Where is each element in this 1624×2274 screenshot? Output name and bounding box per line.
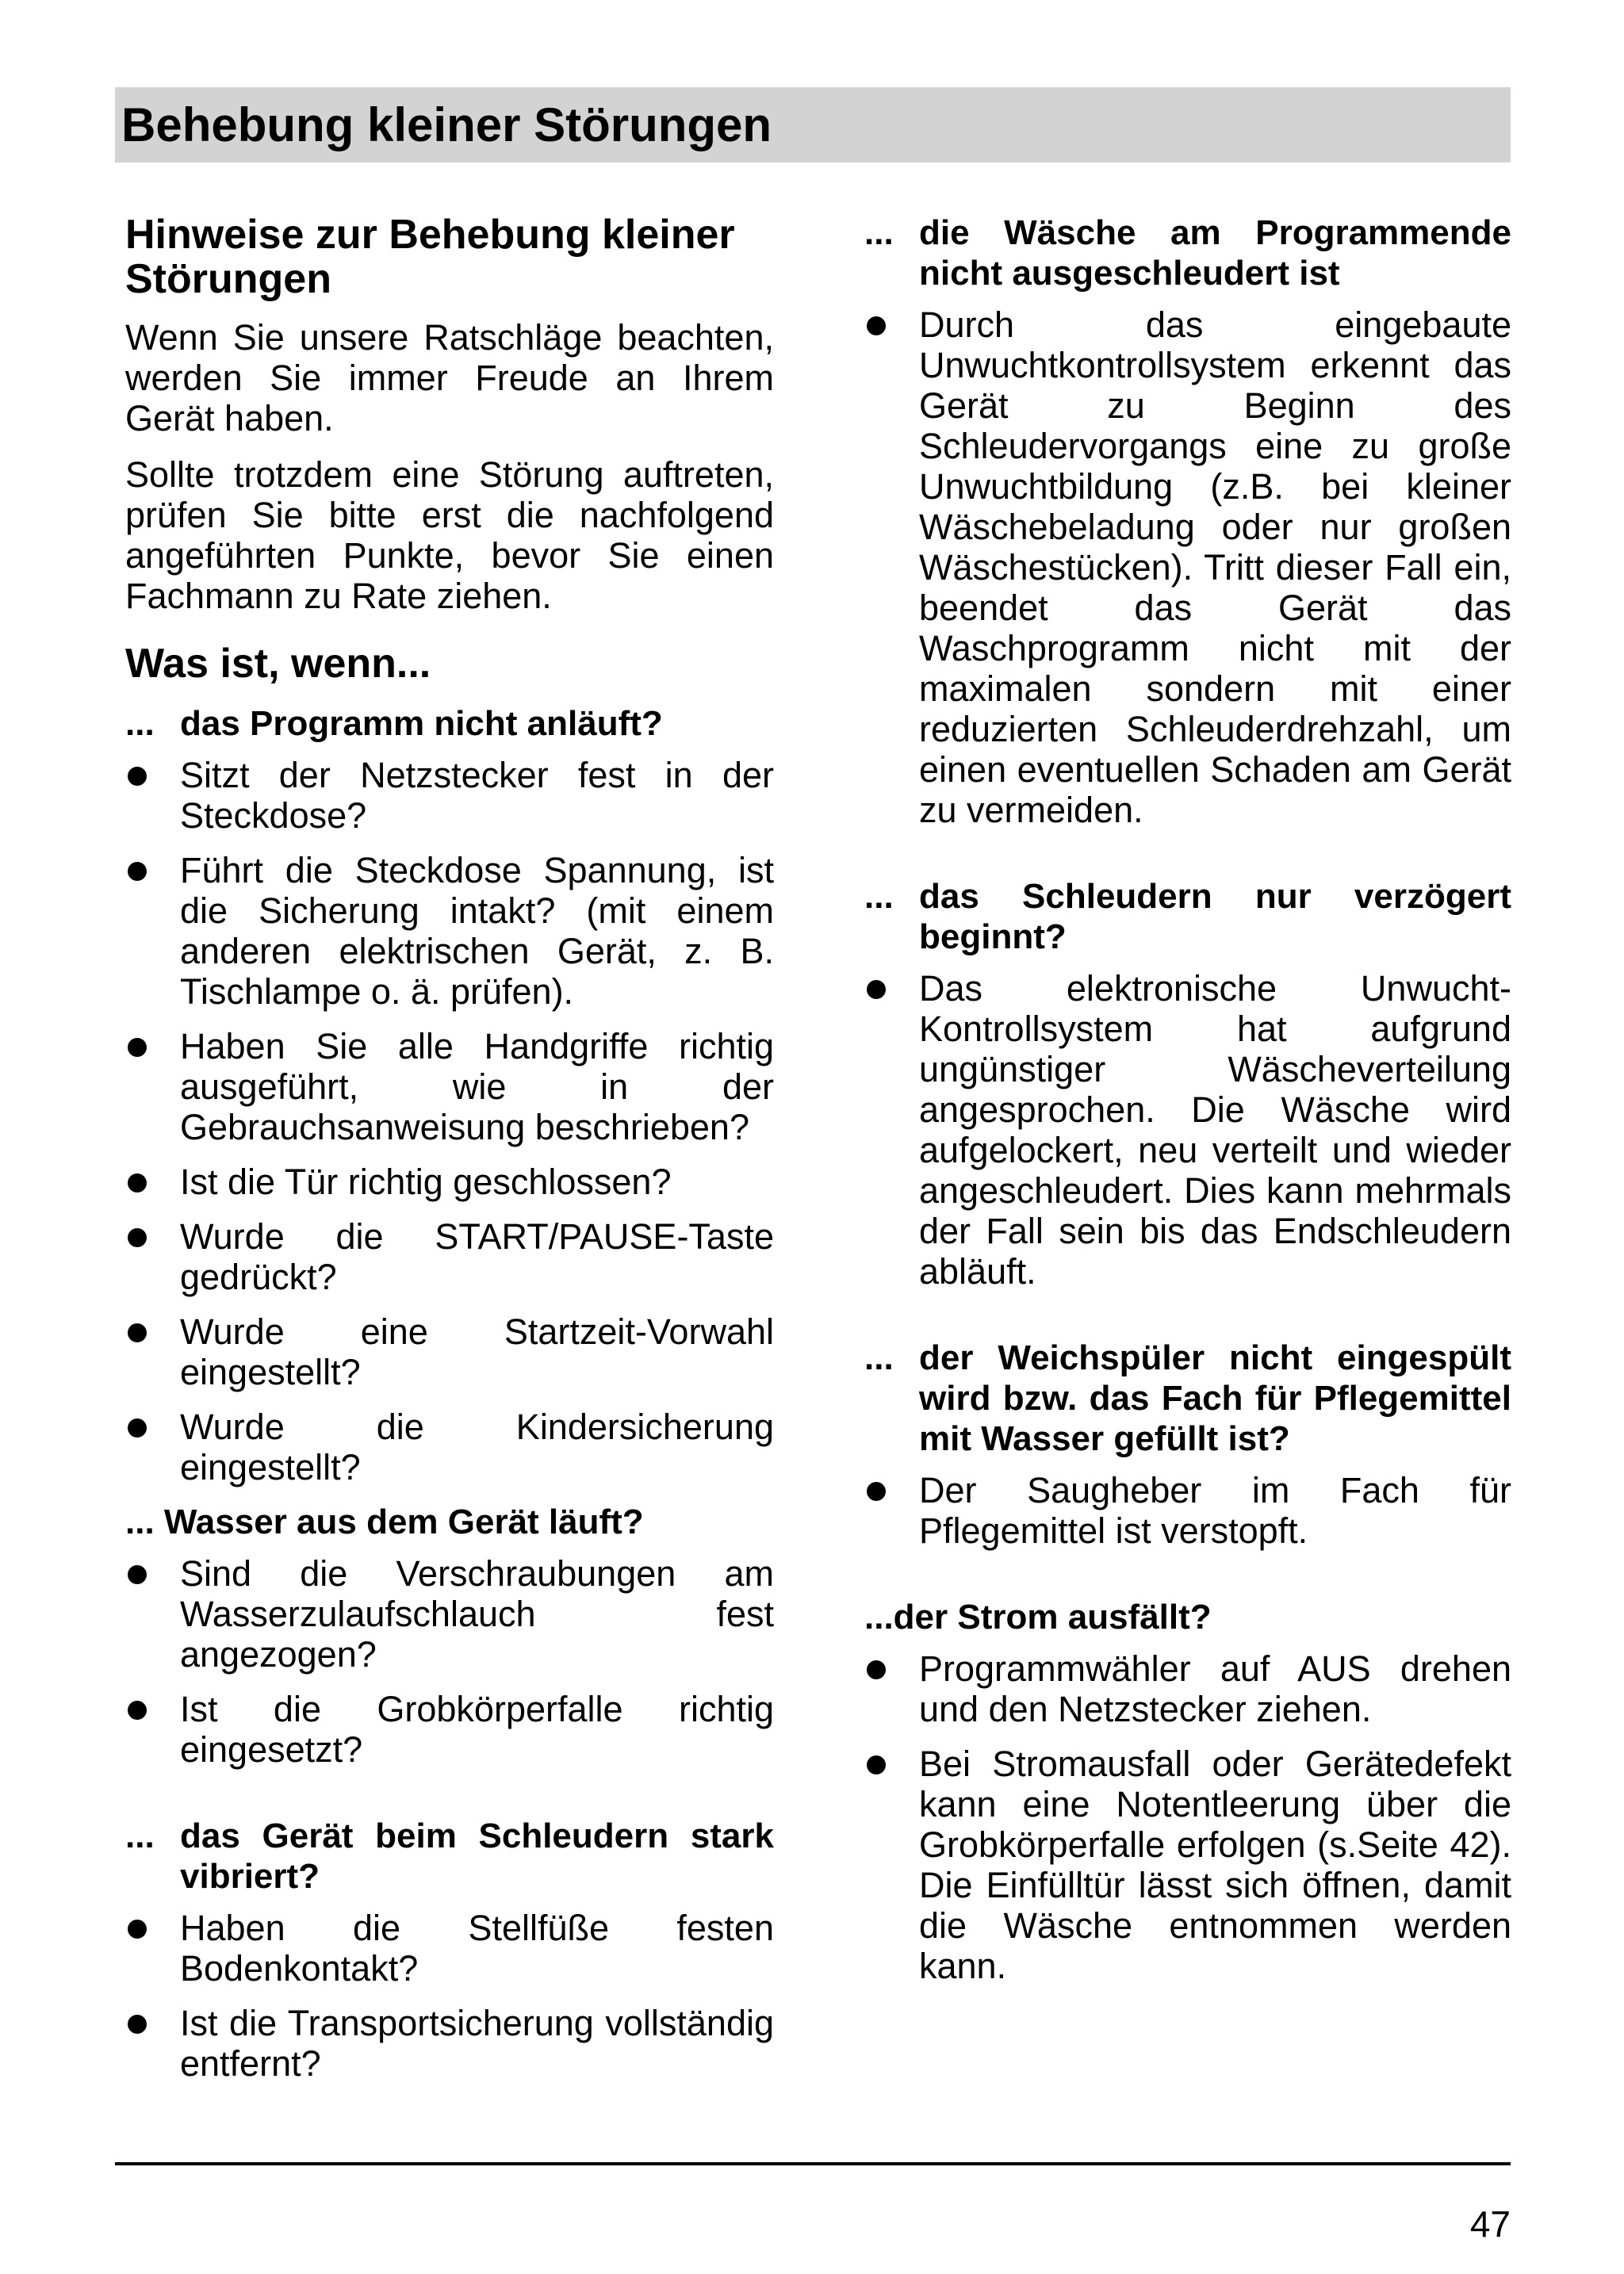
bullet-icon <box>125 1311 180 1392</box>
question-heading: ... Wasser aus dem Gerät läuft? <box>125 1503 644 1541</box>
ellipsis: ... <box>125 1817 155 1855</box>
list-item: Der Saugheber im Fach für Pflegemittel ist verstopft. <box>864 1470 1511 1551</box>
list-item: Haben Sie alle Handgriffe richtig ausgeführt, wie in der Gebrauchsanweisung beschrieben? <box>125 1026 774 1147</box>
bullet-icon <box>125 850 180 1012</box>
question-heading <box>864 876 1511 957</box>
question-text: die Wäsche am Programmende nicht ausgeschleudert ist <box>919 213 1511 293</box>
question-heading <box>864 212 1511 293</box>
bullet-list <box>864 1470 1511 1551</box>
question-heading <box>864 1338 1511 1459</box>
bullet-icon <box>864 1648 919 1729</box>
question-text: das Gerät beim Schleudern stark vibriert? <box>180 1817 774 1896</box>
left-column <box>125 212 774 2098</box>
ellipsis: ... <box>125 704 155 743</box>
list-item: Wurde eine Startzeit-Vorwahl eingestellt? <box>125 1311 774 1392</box>
list-item: Ist die Transportsicherung vollständig entfernt? <box>125 2003 774 2084</box>
ellipsis: ... <box>864 1338 894 1377</box>
question-heading <box>125 703 774 744</box>
list-item: Das elektronische Unwucht-Kontrollsystem hat aufgrund ungünstiger Wäscheverteilung angesprochen. Die Wäsche wird aufgelockert, neu verteilt und wieder angeschleudert. Dies kann mehrmals der Fall sein bis das Endschleudern abläuft. <box>864 968 1511 1292</box>
question-text: das Schleudern nur verzögert beginnt? <box>919 877 1511 956</box>
bullet-icon <box>864 1744 919 1986</box>
bullet-icon <box>125 1216 180 1297</box>
footer-divider <box>115 2162 1511 2165</box>
bullet-icon <box>125 1026 180 1147</box>
bullet-icon <box>125 1407 180 1487</box>
question-text: der Weichspüler nicht eingespült wird bzw. das Fach für Pflegemittel mit Wasser gefüllt ist? <box>919 1338 1511 1458</box>
bullet-list <box>125 1553 774 1770</box>
bullet-list <box>864 1648 1511 1986</box>
list-item: Durch das eingebaute Unwuchtkontrollsystem erkennt das Gerät zu Beginn des Schleudervorgangs eine zu große Unwuchtbildung (z.B. bei kleiner Wäschebeladung oder nur großen Wäschestücken). Tritt dieser Fall ein, beendet das Gerät das Waschprogramm nicht mit der maximalen sondern mit einer reduzierten Schleuderdrehzahl, um einen eventuellen Schaden am Gerät zu vermeiden. <box>864 304 1511 830</box>
right-column <box>864 212 1511 2000</box>
bullet-icon <box>864 304 919 830</box>
list-item: Wurde die Kindersicherung eingestellt? <box>125 1407 774 1487</box>
list-item: Ist die Grobkörperfalle richtig eingesetzt? <box>125 1689 774 1770</box>
list-item: Wurde die START/PAUSE-Taste gedrückt? <box>125 1216 774 1297</box>
question-heading: ...der Strom ausfällt? <box>864 1598 1212 1637</box>
bullet-list <box>864 968 1511 1292</box>
question-heading <box>125 1816 774 1897</box>
bullet-icon <box>125 755 180 836</box>
bullet-icon <box>864 1470 919 1551</box>
bullet-icon <box>864 968 919 1292</box>
list-item: Haben die Stellfüße festen Bodenkontakt? <box>125 1908 774 1989</box>
list-item: Sind die Verschraubungen am Wasserzulaufschlauch fest angezogen? <box>125 1553 774 1675</box>
subheading: Was ist, wenn... <box>125 641 431 687</box>
section-heading: Hinweise zur Behebung kleiner Störungen <box>125 212 735 302</box>
intro-paragraph-2: Sollte trotzdem eine Störung auftreten, prüfen Sie bitte erst die nachfolgend angeführten Punkte, bevor Sie einen Fachmann zu Rate ziehen. <box>125 454 774 616</box>
intro-paragraph-1: Wenn Sie unsere Ratschläge beachten, werden Sie immer Freude an Ihrem Gerät haben. <box>125 317 774 438</box>
bullet-list <box>125 755 774 1487</box>
bullet-icon <box>125 1908 180 1989</box>
page-number: 47 <box>1469 2203 1511 2245</box>
bullet-list <box>125 1908 774 2084</box>
list-item: Ist die Tür richtig geschlossen? <box>125 1162 774 1202</box>
bullet-icon <box>125 1553 180 1675</box>
page-title: Behebung kleiner Störungen <box>121 98 772 151</box>
ellipsis: ... <box>864 877 894 916</box>
list-item: Führt die Steckdose Spannung, ist die Sicherung intakt? (mit einem anderen elektrischen Gerät, z. B. Tischlampe o. ä. prüfen). <box>125 850 774 1012</box>
title-bar <box>115 87 1511 163</box>
bullet-icon <box>125 1162 180 1202</box>
bullet-list <box>864 304 1511 830</box>
list-item: Programmwähler auf AUS drehen und den Netzstecker ziehen. <box>864 1648 1511 1729</box>
bullet-icon <box>125 2003 180 2084</box>
bullet-icon <box>125 1689 180 1770</box>
ellipsis: ... <box>864 213 894 252</box>
question-text: das Programm nicht anläuft? <box>180 704 663 743</box>
list-item: Bei Stromausfall oder Gerätedefekt kann eine Notentleerung über die Grobkörperfalle erfolgen (s.Seite 42). Die Einfülltür lässt sich öffnen, damit die Wäsche entnommen werden kann. <box>864 1744 1511 1986</box>
list-item: Sitzt der Netzstecker fest in der Steckdose? <box>125 755 774 836</box>
